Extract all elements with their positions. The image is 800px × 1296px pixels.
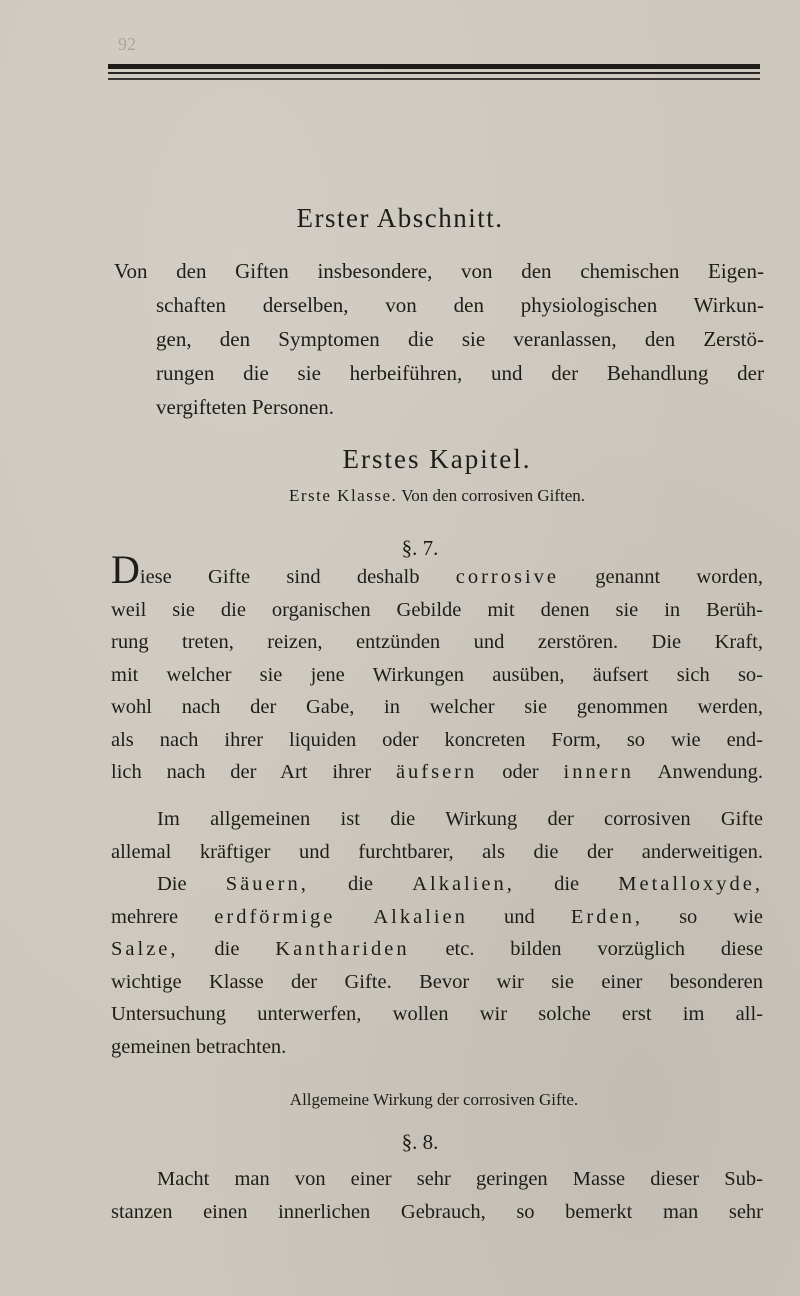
emphasized-word: Kanthariden (275, 938, 410, 960)
intro-line: gen, den Symptomen die sie veranlassen, den Zerstö- (156, 327, 764, 351)
paragraph-8-1 (111, 1163, 763, 1228)
emphasized-word: Salze, (111, 938, 179, 960)
paragraph-7-1 (111, 547, 764, 789)
emphasized-word: Säuern, (225, 873, 309, 895)
text-segment: die (347, 873, 374, 895)
text-segment: Die (157, 873, 187, 895)
text-segment: iese Gifte sind deshalb (139, 566, 420, 588)
text-line: wichtige Klasse der Gifte. Bevor wir sie einer besonderen (111, 970, 763, 993)
text-segment: lich nach der Art ihrer (111, 761, 372, 783)
text-line: stanzen einen innerlichen Gebrauch, so bemerkt man sehr (111, 1200, 763, 1223)
intro-line: Von den Giften insbesondere, von den chemischen Eigen- (114, 259, 764, 283)
text-line: weil sie die organischen Gebilde mit denen sie in Berüh- (111, 598, 763, 621)
drop-cap: D (111, 547, 140, 592)
emphasized-word: äufsern (395, 761, 478, 783)
text-segment: so wie (679, 905, 763, 928)
text-line (111, 933, 763, 966)
text-segment: oder (502, 761, 539, 783)
text-line: Im allgemeinen ist die Wirkung der corrosiven Gifte (157, 808, 763, 830)
text-line: mit welcher sie jene Wirkungen ausüben, äufsert sich so- (111, 663, 763, 686)
intro-line: rungen die sie herbeiführen, und der Behandlung der (156, 361, 764, 385)
text-segment: etc. bilden vorzüglich diese (445, 938, 764, 960)
text-line: Untersuchung unterwerfen, wollen wir solche erst im all- (111, 1003, 763, 1025)
text-line: wohl nach der Gabe, in welcher sie genommen werden, (111, 696, 763, 718)
text-segment: genannt worden, (595, 566, 764, 588)
intro-line: vergifteten Personen. (156, 395, 335, 419)
emphasized-word: erdförmige Alkalien (214, 905, 468, 928)
chapter-title: Erstes Kapitel. (342, 444, 532, 474)
text-line: allemal kräftiger und furchtbarer, als die der anderweitigen. (111, 840, 763, 863)
paragraph-7-2 (111, 803, 763, 868)
text-segment: Anwendung. (657, 761, 763, 783)
page-number: 92 (118, 34, 136, 54)
text-line (111, 901, 763, 934)
text-segment: und (504, 905, 535, 928)
text-line: Macht man von einer sehr geringen Masse dieser Sub- (157, 1168, 763, 1190)
subheading: Allgemeine Wirkung der corrosiven Gifte. (289, 1090, 579, 1109)
emphasized-word: innern (563, 761, 634, 783)
text-segment: die (214, 938, 240, 960)
paragraph-7-3 (111, 868, 763, 1063)
emphasized-word: Erden, (570, 905, 643, 928)
class-description: Von den corrosiven Giften. (401, 486, 586, 505)
intro-line: schaften derselben, von den physiologischen Wirkun- (156, 293, 764, 317)
section-intro (114, 254, 764, 424)
text-line: als nach ihrer liquiden oder koncreten Form, so wie end- (111, 728, 763, 751)
emphasized-word: Alkalien, (412, 873, 515, 895)
emphasized-word: Metalloxyde, (618, 873, 764, 895)
section-number-7: §. 7. (401, 536, 439, 560)
header-rule-thin (108, 72, 760, 74)
text-line (111, 756, 763, 789)
emphasized-word: corrosive (455, 566, 559, 588)
header-rule-thin-lower (108, 78, 760, 80)
text-segment: mehrere (111, 905, 179, 928)
section-number-8: §. 8. (401, 1130, 439, 1154)
text-line (111, 547, 764, 594)
text-line (111, 868, 763, 901)
section-title: Erster Abschnitt. (296, 203, 504, 233)
class-heading (0, 486, 800, 506)
text-line: gemeinen betrachten. (111, 1035, 287, 1058)
text-line: rung treten, reizen, entzünden und zerstören. Die Kraft, (111, 631, 763, 653)
class-label: Erste Klasse. (288, 486, 398, 505)
text-segment: die (554, 873, 580, 895)
header-rule-thick (108, 64, 760, 69)
